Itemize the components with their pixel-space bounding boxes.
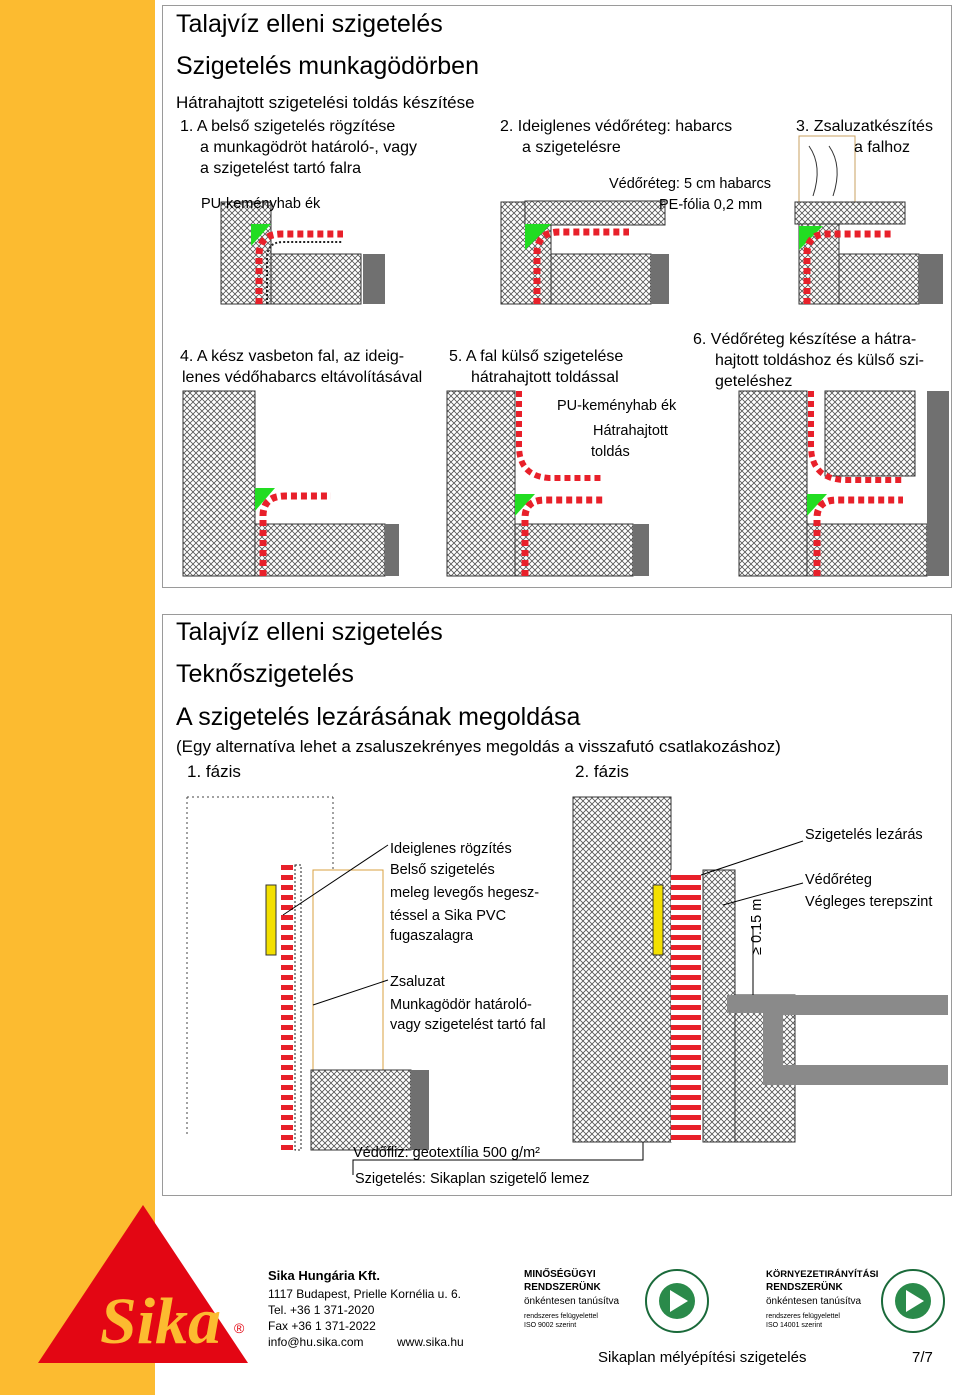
step5-line2: hátrahajtott toldással (471, 369, 619, 386)
cert2-line2: RENDSZERÜNK (766, 1282, 843, 1293)
company-email[interactable]: info@hu.sika.com (268, 1335, 364, 1349)
step4-line1: 4. A kész vasbeton fal, az ideig- (180, 348, 405, 365)
company-name: Sika Hungária Kft. (268, 1268, 380, 1283)
panel-backfold-extension (162, 5, 952, 588)
step1-line1: 1. A belső szigetelés rögzítése (180, 118, 396, 135)
diagram-step4 (183, 391, 399, 576)
folded-ext-line2: toldás (591, 444, 630, 460)
cert-environment-badge (766, 1268, 956, 1338)
cert1-line3: önkéntesen tanúsítva (524, 1296, 620, 1307)
dimension-label: ≥ 0.15 m (749, 898, 765, 955)
left-color-bar (0, 0, 155, 1395)
cert2-line3: önkéntesen tanúsítva (766, 1296, 862, 1307)
phase1-label: 1. fázis (187, 762, 241, 781)
diagram-step5 (447, 391, 649, 576)
label-temp-fixing: Ideiglenes rögzítés (390, 841, 512, 857)
step1-line3: a szigetelést tartó falra (200, 160, 361, 177)
label-fleece: Védőfliz: geotextília 500 g/m² (353, 1145, 540, 1161)
section-heading-2: A szigetelés lezárásának megoldása (176, 703, 581, 731)
diagram-step2 (501, 201, 669, 304)
label-hot-air-3: fugaszalagra (390, 928, 474, 944)
sika-logo (38, 1205, 248, 1365)
cert2-line5: ISO 14001 szerint (766, 1322, 823, 1329)
cert2-seal-icon (880, 1268, 946, 1334)
panel-trough-insulation (162, 614, 952, 1196)
document-title: Sikaplan mélyépítési szigetelés (598, 1349, 807, 1366)
company-fax: Fax +36 1 371-2022 (268, 1319, 376, 1333)
section-subtitle: Szigetelés munkagödörben (176, 52, 479, 80)
step3-line2: a falhoz (854, 139, 911, 156)
section-heading: Hátrahajtott szigetelési toldás készítése (176, 93, 475, 112)
diagram-phase2 (573, 797, 948, 1142)
phase2-label: 2. fázis (575, 762, 629, 781)
label-protective-layer: Védőréteg (805, 872, 872, 888)
cert2-line1: KÖRNYEZETIRÁNYÍTÁSI (766, 1269, 879, 1280)
label-sikaplan: Szigetelés: Sikaplan szigetelő lemez (355, 1171, 590, 1187)
step5-line1: 5. A fal külső szigetelése (449, 348, 624, 365)
label-formwork: Zsaluzat (390, 974, 445, 990)
company-address: 1117 Budapest, Prielle Kornélia u. 6. (268, 1287, 462, 1301)
label-hot-air-2: téssel a Sika PVC (390, 908, 507, 924)
company-tel: Tel. +36 1 371-2020 (268, 1303, 375, 1317)
page-number: 7/7 (912, 1349, 933, 1366)
page-title: Talajvíz elleni szigetelés (176, 10, 443, 38)
label-insulation-closure: Szigetelés lezárás (805, 827, 923, 843)
cert1-seal-icon (644, 1268, 710, 1334)
step4-line2: lenes védőhabarcs eltávolításával (182, 369, 423, 386)
diagram-step3 (795, 136, 943, 304)
page-title-2: Talajvíz elleni szigetelés (176, 618, 443, 646)
cert2-line4: rendszeres felügyelettel (766, 1313, 840, 1320)
folded-ext-line1: Hátrahajtott (593, 423, 668, 439)
alternative-note: (Egy alternatíva lehet a zsaluszekrényes megoldás a visszafutó csatlakozáshoz) (176, 737, 781, 756)
pu-wedge-label-2: PU-keményhab ék (557, 398, 677, 414)
pe-foil-label: PE-fólia 0,2 mm (659, 197, 763, 213)
diagram-step1 (221, 202, 385, 304)
step2-line1: 2. Ideiglenes védőréteg: habarcs (500, 118, 733, 135)
step3-line1: 3. Zsaluzatkészítés (796, 118, 933, 135)
cert1-line2: RENDSZERÜNK (524, 1282, 601, 1293)
step2-line2: a szigetelésre (522, 139, 621, 156)
protect-layer-label: Védőréteg: 5 cm habarcs (609, 176, 772, 192)
svg-text:®: ® (234, 1320, 245, 1336)
cert1-line5: ISO 9002 szerint (524, 1322, 577, 1329)
diagram-step6 (739, 391, 949, 576)
cert1-line1: MINŐSÉGÜGYI (524, 1269, 596, 1280)
sika-logo-text: Sika (100, 1285, 222, 1358)
label-pit-wall-1: Munkagödör határoló- (390, 997, 532, 1013)
label-final-grade: Végleges terepszint (805, 894, 933, 910)
pu-wedge-label: PU-keményhab ék (201, 196, 321, 212)
label-inner-insulation: Belső szigetelés (390, 862, 495, 878)
label-hot-air-1: meleg levegős hegesz- (390, 885, 540, 901)
step6-line3: geteléshez (715, 373, 793, 390)
step6-line2: hajtott toldáshoz és külső szi- (715, 352, 924, 369)
cert-quality-badge (524, 1268, 714, 1338)
cert1-line4: rendszeres felügyelettel (524, 1313, 598, 1320)
label-pit-wall-2: vagy szigetelést tartó fal (390, 1017, 546, 1033)
section-subtitle-2: Teknőszigetelés (176, 660, 354, 688)
step1-line2: a munkagödröt határoló-, vagy (200, 139, 418, 156)
company-web[interactable]: www.sika.hu (397, 1335, 464, 1349)
step6-line1: 6. Védőréteg készítése a hátra- (693, 331, 917, 348)
